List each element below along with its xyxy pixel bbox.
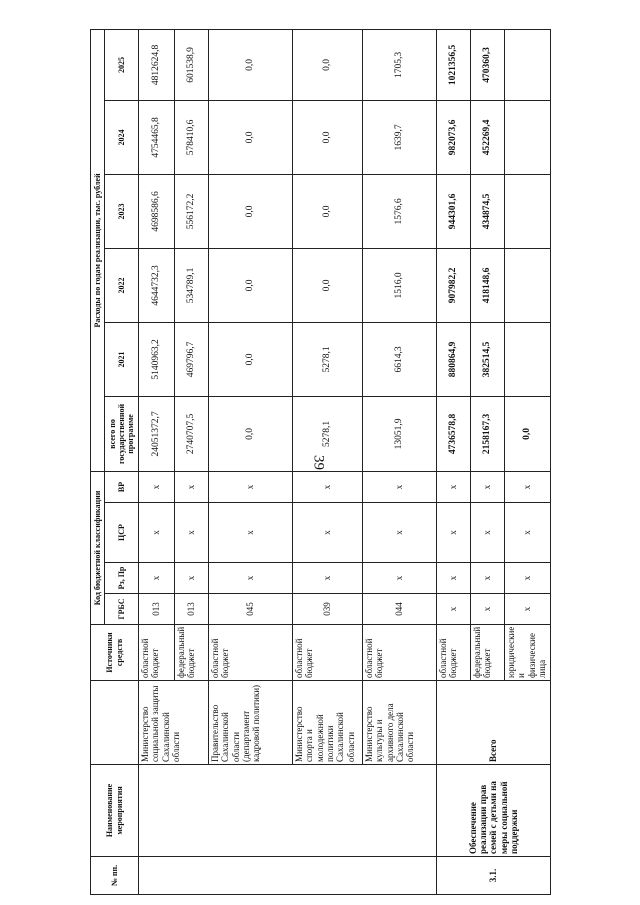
header-rzpr: Рз, Пр — [105, 563, 139, 594]
year-cell: 0,0 — [209, 322, 293, 396]
year-cell: 1639,7 — [363, 100, 437, 174]
rzpr-cell: x — [363, 563, 437, 594]
header-expenses-group: Расходы по годам реализации, тыс. рублей — [91, 29, 105, 471]
year-cell: 944301,6 — [437, 174, 471, 248]
header-sources: Источники средств — [91, 625, 139, 681]
year-cell: 5140963,2 — [139, 322, 175, 396]
csr-cell: x — [175, 503, 209, 563]
source-cell: областной бюджет — [293, 625, 363, 681]
year-cell: 534789,1 — [175, 248, 209, 322]
header-year-2025: 2025 — [105, 29, 139, 100]
year-cell — [505, 248, 551, 322]
year-cell: 469796,7 — [175, 322, 209, 396]
header-year-2022: 2022 — [105, 248, 139, 322]
rzpr-cell: x — [293, 563, 363, 594]
vr-cell: x — [209, 471, 293, 502]
total-cell: 5278,1 — [293, 396, 363, 471]
grbs-cell: 013 — [139, 594, 175, 625]
rotated-page-content — [90, 30, 550, 895]
year-cell: 0,0 — [293, 248, 363, 322]
table-row — [437, 29, 471, 894]
year-cell: 4754465,8 — [139, 100, 175, 174]
header-num: № пп. — [91, 857, 139, 895]
vr-cell: x — [437, 471, 471, 502]
header-year-2021: 2021 — [105, 322, 139, 396]
total-cell: 0,0 — [505, 396, 551, 471]
vr-cell: x — [139, 471, 175, 502]
source-cell: областной бюджет — [209, 625, 293, 681]
vr-cell: x — [471, 471, 505, 502]
total-cell: 0,0 — [209, 396, 293, 471]
rzpr-cell: x — [437, 563, 471, 594]
section-name: Обеспечение реализации прав семей с детьми на меры социальной поддержки — [437, 765, 551, 857]
vr-cell: x — [363, 471, 437, 502]
responsible-cell: Министерство социальной защиты Сахалинской области — [139, 681, 209, 765]
year-cell: 470360,3 — [471, 29, 505, 100]
year-cell: 1021356,5 — [437, 29, 471, 100]
page-number: 39 — [310, 455, 327, 470]
header-name: Наименование мероприятия — [91, 765, 139, 857]
year-cell — [505, 174, 551, 248]
year-cell: 578410,6 — [175, 100, 209, 174]
rzpr-cell: x — [139, 563, 175, 594]
source-cell: областной бюджет — [363, 625, 437, 681]
rzpr-cell: x — [505, 563, 551, 594]
year-cell: 0,0 — [209, 248, 293, 322]
name-cell — [139, 765, 437, 857]
responsible-cell: Правительство Сахалинской области (департамент кадровой политики) — [209, 681, 293, 765]
rzpr-cell: x — [209, 563, 293, 594]
budget-table — [90, 29, 551, 895]
year-cell: 556172,2 — [175, 174, 209, 248]
rzpr-cell: x — [175, 563, 209, 594]
source-cell: федеральный бюджет — [471, 625, 505, 681]
responsible-cell: Министерство спорта и молодежной политики Сахалинской области — [293, 681, 363, 765]
csr-cell: x — [139, 503, 175, 563]
year-cell: 0,0 — [293, 29, 363, 100]
header-year-2024: 2024 — [105, 100, 139, 174]
year-cell: 982073,6 — [437, 100, 471, 174]
grbs-cell: 039 — [293, 594, 363, 625]
csr-cell: x — [471, 503, 505, 563]
csr-cell: x — [505, 503, 551, 563]
total-cell: 24051372,7 — [139, 396, 175, 471]
year-cell: 880864,9 — [437, 322, 471, 396]
source-cell: федеральный бюджет — [175, 625, 209, 681]
grbs-cell: 013 — [175, 594, 209, 625]
num-cell — [139, 857, 437, 895]
year-cell: 4812624,8 — [139, 29, 175, 100]
year-cell: 4644732,3 — [139, 248, 175, 322]
year-cell — [505, 100, 551, 174]
grbs-cell: 044 — [363, 594, 437, 625]
grbs-cell: x — [505, 594, 551, 625]
year-cell: 4698586,6 — [139, 174, 175, 248]
header-code-group: Код бюджетной классификации — [91, 471, 105, 624]
total-cell: 13051,9 — [363, 396, 437, 471]
csr-cell: x — [209, 503, 293, 563]
section-total-label: Всего — [437, 681, 551, 765]
source-cell: областной бюджет — [437, 625, 471, 681]
total-cell: 4736578,8 — [437, 396, 471, 471]
year-cell: 0,0 — [209, 29, 293, 100]
vr-cell: x — [293, 471, 363, 502]
responsible-cell: Министерство культуры и архивного дела Сахалинской области — [363, 681, 437, 765]
header-csr: ЦСР — [105, 503, 139, 563]
header-grbs: ГРБС — [105, 594, 139, 625]
header-year-2023: 2023 — [105, 174, 139, 248]
year-cell: 5278,1 — [293, 322, 363, 396]
csr-cell: x — [293, 503, 363, 563]
csr-cell: x — [437, 503, 471, 563]
year-cell: 1576,6 — [363, 174, 437, 248]
source-cell: областной бюджет — [139, 625, 175, 681]
grbs-cell: x — [437, 594, 471, 625]
vr-cell: x — [175, 471, 209, 502]
year-cell — [505, 322, 551, 396]
vr-cell: x — [505, 471, 551, 502]
grbs-cell: x — [471, 594, 505, 625]
year-cell: 452269,4 — [471, 100, 505, 174]
header-total: всего по государственной программе — [105, 396, 139, 471]
table-row — [139, 29, 175, 894]
total-cell: 2158167,3 — [471, 396, 505, 471]
header-vr: ВР — [105, 471, 139, 502]
grbs-cell: 045 — [209, 594, 293, 625]
section-num: 3.1. — [437, 857, 551, 895]
year-cell: 418148,6 — [471, 248, 505, 322]
year-cell: 601538,9 — [175, 29, 209, 100]
year-cell: 434874,5 — [471, 174, 505, 248]
year-cell: 907982,2 — [437, 248, 471, 322]
rzpr-cell: x — [471, 563, 505, 594]
year-cell: 0,0 — [293, 174, 363, 248]
csr-cell: x — [363, 503, 437, 563]
source-cell: юридические и физические лица — [505, 625, 551, 681]
year-cell: 382514,5 — [471, 322, 505, 396]
year-cell: 6614,3 — [363, 322, 437, 396]
year-cell: 1705,3 — [363, 29, 437, 100]
year-cell: 0,0 — [209, 174, 293, 248]
year-cell: 0,0 — [209, 100, 293, 174]
year-cell: 0,0 — [293, 100, 363, 174]
year-cell: 1516,0 — [363, 248, 437, 322]
total-cell: 2740707,5 — [175, 396, 209, 471]
year-cell — [505, 29, 551, 100]
header-responsible — [91, 681, 139, 765]
